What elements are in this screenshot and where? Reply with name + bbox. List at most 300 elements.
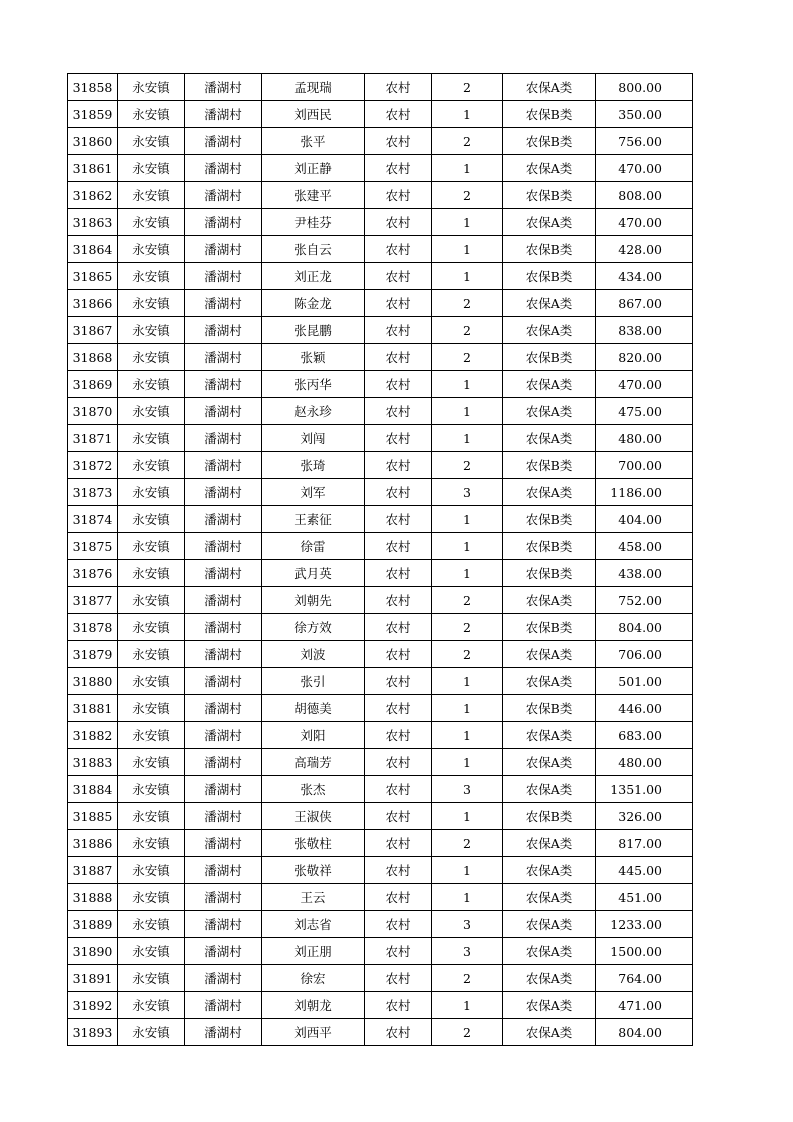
insurance-class-cell: 农保B类 <box>503 452 596 479</box>
table-row <box>68 641 693 668</box>
record-id-cell: 31865 <box>68 263 118 290</box>
household-type-cell: 农村 <box>365 668 432 695</box>
village-cell: 潘湖村 <box>185 1019 262 1046</box>
household-type-cell: 农村 <box>365 317 432 344</box>
person-count-cell: 1 <box>432 236 503 263</box>
amount-cell: 458.00 <box>596 533 693 560</box>
village-cell: 潘湖村 <box>185 668 262 695</box>
record-id-cell: 31870 <box>68 398 118 425</box>
table-row <box>68 236 693 263</box>
amount-cell: 445.00 <box>596 857 693 884</box>
village-cell: 潘湖村 <box>185 938 262 965</box>
town-cell: 永安镇 <box>118 506 185 533</box>
town-cell: 永安镇 <box>118 884 185 911</box>
insurance-class-cell: 农保A类 <box>503 965 596 992</box>
insurance-class-cell: 农保B类 <box>503 128 596 155</box>
household-type-cell: 农村 <box>365 695 432 722</box>
table-row <box>68 803 693 830</box>
household-type-cell: 农村 <box>365 155 432 182</box>
town-cell: 永安镇 <box>118 776 185 803</box>
person-count-cell: 1 <box>432 884 503 911</box>
amount-cell: 475.00 <box>596 398 693 425</box>
town-cell: 永安镇 <box>118 695 185 722</box>
town-cell: 永安镇 <box>118 317 185 344</box>
village-cell: 潘湖村 <box>185 695 262 722</box>
amount-cell: 1186.00 <box>596 479 693 506</box>
person-count-cell: 2 <box>432 641 503 668</box>
town-cell: 永安镇 <box>118 803 185 830</box>
household-type-cell: 农村 <box>365 911 432 938</box>
town-cell: 永安镇 <box>118 614 185 641</box>
amount-cell: 817.00 <box>596 830 693 857</box>
table-row <box>68 533 693 560</box>
person-name-cell: 张颖 <box>262 344 365 371</box>
household-type-cell: 农村 <box>365 830 432 857</box>
village-cell: 潘湖村 <box>185 425 262 452</box>
household-type-cell: 农村 <box>365 587 432 614</box>
amount-cell: 326.00 <box>596 803 693 830</box>
village-cell: 潘湖村 <box>185 182 262 209</box>
roster-table <box>67 73 693 1046</box>
record-id-cell: 31859 <box>68 101 118 128</box>
household-type-cell: 农村 <box>365 209 432 236</box>
village-cell: 潘湖村 <box>185 830 262 857</box>
table-row <box>68 668 693 695</box>
village-cell: 潘湖村 <box>185 317 262 344</box>
record-id-cell: 31872 <box>68 452 118 479</box>
record-id-cell: 31879 <box>68 641 118 668</box>
record-id-cell: 31881 <box>68 695 118 722</box>
insurance-class-cell: 农保A类 <box>503 830 596 857</box>
household-type-cell: 农村 <box>365 290 432 317</box>
person-count-cell: 2 <box>432 830 503 857</box>
person-count-cell: 1 <box>432 425 503 452</box>
table-row <box>68 263 693 290</box>
person-name-cell: 赵永珍 <box>262 398 365 425</box>
village-cell: 潘湖村 <box>185 560 262 587</box>
village-cell: 潘湖村 <box>185 992 262 1019</box>
person-name-cell: 刘军 <box>262 479 365 506</box>
record-id-cell: 31875 <box>68 533 118 560</box>
person-name-cell: 陈金龙 <box>262 290 365 317</box>
record-id-cell: 31861 <box>68 155 118 182</box>
insurance-class-cell: 农保A类 <box>503 74 596 101</box>
village-cell: 潘湖村 <box>185 290 262 317</box>
person-name-cell: 刘朝龙 <box>262 992 365 1019</box>
insurance-class-cell: 农保B类 <box>503 236 596 263</box>
record-id-cell: 31866 <box>68 290 118 317</box>
record-id-cell: 31884 <box>68 776 118 803</box>
insurance-class-cell: 农保A类 <box>503 641 596 668</box>
household-type-cell: 农村 <box>365 614 432 641</box>
town-cell: 永安镇 <box>118 263 185 290</box>
person-name-cell: 张昆鹏 <box>262 317 365 344</box>
table-row <box>68 695 693 722</box>
person-name-cell: 王素征 <box>262 506 365 533</box>
person-count-cell: 1 <box>432 155 503 182</box>
amount-cell: 756.00 <box>596 128 693 155</box>
town-cell: 永安镇 <box>118 965 185 992</box>
person-count-cell: 1 <box>432 803 503 830</box>
insurance-class-cell: 农保A类 <box>503 290 596 317</box>
town-cell: 永安镇 <box>118 1019 185 1046</box>
amount-cell: 764.00 <box>596 965 693 992</box>
insurance-class-cell: 农保B类 <box>503 101 596 128</box>
record-id-cell: 31858 <box>68 74 118 101</box>
village-cell: 潘湖村 <box>185 398 262 425</box>
insurance-class-cell: 农保B类 <box>503 560 596 587</box>
insurance-class-cell: 农保A类 <box>503 398 596 425</box>
table-row <box>68 884 693 911</box>
person-count-cell: 1 <box>432 263 503 290</box>
person-name-cell: 王云 <box>262 884 365 911</box>
person-count-cell: 1 <box>432 695 503 722</box>
household-type-cell: 农村 <box>365 479 432 506</box>
person-count-cell: 1 <box>432 533 503 560</box>
record-id-cell: 31885 <box>68 803 118 830</box>
town-cell: 永安镇 <box>118 857 185 884</box>
insurance-class-cell: 农保A类 <box>503 911 596 938</box>
person-name-cell: 刘正朋 <box>262 938 365 965</box>
record-id-cell: 31890 <box>68 938 118 965</box>
household-type-cell: 农村 <box>365 641 432 668</box>
person-count-cell: 3 <box>432 479 503 506</box>
amount-cell: 480.00 <box>596 425 693 452</box>
amount-cell: 404.00 <box>596 506 693 533</box>
table-row <box>68 506 693 533</box>
amount-cell: 706.00 <box>596 641 693 668</box>
household-type-cell: 农村 <box>365 371 432 398</box>
record-id-cell: 31860 <box>68 128 118 155</box>
town-cell: 永安镇 <box>118 938 185 965</box>
table-row <box>68 128 693 155</box>
amount-cell: 808.00 <box>596 182 693 209</box>
person-name-cell: 孟现瑞 <box>262 74 365 101</box>
record-id-cell: 31882 <box>68 722 118 749</box>
insurance-class-cell: 农保B类 <box>503 344 596 371</box>
village-cell: 潘湖村 <box>185 344 262 371</box>
amount-cell: 480.00 <box>596 749 693 776</box>
table-row <box>68 992 693 1019</box>
person-name-cell: 刘阳 <box>262 722 365 749</box>
village-cell: 潘湖村 <box>185 155 262 182</box>
person-name-cell: 徐雷 <box>262 533 365 560</box>
insurance-class-cell: 农保B类 <box>503 506 596 533</box>
household-type-cell: 农村 <box>365 560 432 587</box>
household-type-cell: 农村 <box>365 506 432 533</box>
table-row <box>68 1019 693 1046</box>
record-id-cell: 31883 <box>68 749 118 776</box>
person-name-cell: 张引 <box>262 668 365 695</box>
household-type-cell: 农村 <box>365 992 432 1019</box>
town-cell: 永安镇 <box>118 911 185 938</box>
insurance-class-cell: 农保B类 <box>503 533 596 560</box>
household-type-cell: 农村 <box>365 722 432 749</box>
town-cell: 永安镇 <box>118 641 185 668</box>
table-row <box>68 965 693 992</box>
person-count-cell: 2 <box>432 182 503 209</box>
person-count-cell: 1 <box>432 857 503 884</box>
insurance-class-cell: 农保A类 <box>503 155 596 182</box>
insurance-class-cell: 农保A类 <box>503 722 596 749</box>
insurance-class-cell: 农保B类 <box>503 695 596 722</box>
village-cell: 潘湖村 <box>185 641 262 668</box>
village-cell: 潘湖村 <box>185 479 262 506</box>
household-type-cell: 农村 <box>365 857 432 884</box>
household-type-cell: 农村 <box>365 128 432 155</box>
table-row <box>68 830 693 857</box>
person-count-cell: 2 <box>432 452 503 479</box>
table-row <box>68 398 693 425</box>
insurance-class-cell: 农保A类 <box>503 587 596 614</box>
table-row <box>68 452 693 479</box>
amount-cell: 1500.00 <box>596 938 693 965</box>
town-cell: 永安镇 <box>118 425 185 452</box>
amount-cell: 434.00 <box>596 263 693 290</box>
village-cell: 潘湖村 <box>185 506 262 533</box>
insurance-class-cell: 农保A类 <box>503 749 596 776</box>
person-name-cell: 徐方效 <box>262 614 365 641</box>
person-count-cell: 3 <box>432 938 503 965</box>
record-id-cell: 31871 <box>68 425 118 452</box>
town-cell: 永安镇 <box>118 560 185 587</box>
person-count-cell: 3 <box>432 776 503 803</box>
person-count-cell: 2 <box>432 317 503 344</box>
town-cell: 永安镇 <box>118 290 185 317</box>
village-cell: 潘湖村 <box>185 722 262 749</box>
household-type-cell: 农村 <box>365 344 432 371</box>
person-name-cell: 刘志省 <box>262 911 365 938</box>
table-row <box>68 479 693 506</box>
town-cell: 永安镇 <box>118 155 185 182</box>
town-cell: 永安镇 <box>118 587 185 614</box>
insurance-class-cell: 农保B类 <box>503 182 596 209</box>
town-cell: 永安镇 <box>118 344 185 371</box>
amount-cell: 471.00 <box>596 992 693 1019</box>
amount-cell: 752.00 <box>596 587 693 614</box>
village-cell: 潘湖村 <box>185 533 262 560</box>
amount-cell: 428.00 <box>596 236 693 263</box>
amount-cell: 451.00 <box>596 884 693 911</box>
amount-cell: 1233.00 <box>596 911 693 938</box>
town-cell: 永安镇 <box>118 830 185 857</box>
record-id-cell: 31869 <box>68 371 118 398</box>
table-row <box>68 209 693 236</box>
record-id-cell: 31888 <box>68 884 118 911</box>
person-name-cell: 张琦 <box>262 452 365 479</box>
household-type-cell: 农村 <box>365 425 432 452</box>
insurance-class-cell: 农保B类 <box>503 614 596 641</box>
record-id-cell: 31864 <box>68 236 118 263</box>
record-id-cell: 31877 <box>68 587 118 614</box>
village-cell: 潘湖村 <box>185 371 262 398</box>
table-row <box>68 155 693 182</box>
insurance-class-cell: 农保B类 <box>503 803 596 830</box>
record-id-cell: 31889 <box>68 911 118 938</box>
amount-cell: 700.00 <box>596 452 693 479</box>
person-count-cell: 1 <box>432 506 503 533</box>
household-type-cell: 农村 <box>365 101 432 128</box>
amount-cell: 804.00 <box>596 614 693 641</box>
village-cell: 潘湖村 <box>185 884 262 911</box>
table-row <box>68 857 693 884</box>
town-cell: 永安镇 <box>118 452 185 479</box>
town-cell: 永安镇 <box>118 74 185 101</box>
insurance-class-cell: 农保A类 <box>503 776 596 803</box>
record-id-cell: 31873 <box>68 479 118 506</box>
town-cell: 永安镇 <box>118 398 185 425</box>
person-name-cell: 刘西民 <box>262 101 365 128</box>
town-cell: 永安镇 <box>118 479 185 506</box>
person-name-cell: 张丙华 <box>262 371 365 398</box>
person-name-cell: 刘波 <box>262 641 365 668</box>
roster-body <box>68 74 693 1046</box>
household-type-cell: 农村 <box>365 236 432 263</box>
table-row <box>68 344 693 371</box>
person-count-cell: 2 <box>432 587 503 614</box>
town-cell: 永安镇 <box>118 128 185 155</box>
person-name-cell: 张敬柱 <box>262 830 365 857</box>
household-type-cell: 农村 <box>365 263 432 290</box>
village-cell: 潘湖村 <box>185 857 262 884</box>
person-name-cell: 张自云 <box>262 236 365 263</box>
household-type-cell: 农村 <box>365 182 432 209</box>
village-cell: 潘湖村 <box>185 74 262 101</box>
amount-cell: 683.00 <box>596 722 693 749</box>
amount-cell: 350.00 <box>596 101 693 128</box>
person-name-cell: 尹桂芬 <box>262 209 365 236</box>
insurance-class-cell: 农保A类 <box>503 884 596 911</box>
person-count-cell: 1 <box>432 101 503 128</box>
village-cell: 潘湖村 <box>185 236 262 263</box>
village-cell: 潘湖村 <box>185 776 262 803</box>
town-cell: 永安镇 <box>118 236 185 263</box>
person-count-cell: 2 <box>432 290 503 317</box>
amount-cell: 804.00 <box>596 1019 693 1046</box>
village-cell: 潘湖村 <box>185 263 262 290</box>
person-count-cell: 1 <box>432 398 503 425</box>
person-name-cell: 高瑞芳 <box>262 749 365 776</box>
village-cell: 潘湖村 <box>185 614 262 641</box>
person-count-cell: 2 <box>432 614 503 641</box>
insurance-class-cell: 农保A类 <box>503 371 596 398</box>
amount-cell: 838.00 <box>596 317 693 344</box>
record-id-cell: 31863 <box>68 209 118 236</box>
person-name-cell: 张建平 <box>262 182 365 209</box>
insurance-class-cell: 农保A类 <box>503 992 596 1019</box>
insurance-class-cell: 农保B类 <box>503 263 596 290</box>
record-id-cell: 31878 <box>68 614 118 641</box>
amount-cell: 470.00 <box>596 209 693 236</box>
table-row <box>68 317 693 344</box>
insurance-class-cell: 农保A类 <box>503 425 596 452</box>
town-cell: 永安镇 <box>118 371 185 398</box>
village-cell: 潘湖村 <box>185 587 262 614</box>
table-row <box>68 749 693 776</box>
person-count-cell: 1 <box>432 371 503 398</box>
person-name-cell: 徐宏 <box>262 965 365 992</box>
village-cell: 潘湖村 <box>185 101 262 128</box>
household-type-cell: 农村 <box>365 965 432 992</box>
table-row <box>68 182 693 209</box>
village-cell: 潘湖村 <box>185 749 262 776</box>
insurance-class-cell: 农保A类 <box>503 317 596 344</box>
amount-cell: 438.00 <box>596 560 693 587</box>
household-type-cell: 农村 <box>365 776 432 803</box>
person-count-cell: 1 <box>432 722 503 749</box>
amount-cell: 446.00 <box>596 695 693 722</box>
person-count-cell: 1 <box>432 992 503 1019</box>
table-row <box>68 101 693 128</box>
person-name-cell: 刘闯 <box>262 425 365 452</box>
person-count-cell: 1 <box>432 560 503 587</box>
town-cell: 永安镇 <box>118 533 185 560</box>
household-type-cell: 农村 <box>365 803 432 830</box>
amount-cell: 501.00 <box>596 668 693 695</box>
household-type-cell: 农村 <box>365 938 432 965</box>
person-count-cell: 2 <box>432 74 503 101</box>
person-count-cell: 2 <box>432 128 503 155</box>
village-cell: 潘湖村 <box>185 911 262 938</box>
table-row <box>68 371 693 398</box>
person-name-cell: 张杰 <box>262 776 365 803</box>
household-type-cell: 农村 <box>365 884 432 911</box>
insurance-class-cell: 农保A类 <box>503 209 596 236</box>
town-cell: 永安镇 <box>118 101 185 128</box>
insurance-class-cell: 农保A类 <box>503 857 596 884</box>
person-name-cell: 张敬祥 <box>262 857 365 884</box>
person-count-cell: 2 <box>432 965 503 992</box>
household-type-cell: 农村 <box>365 749 432 776</box>
household-type-cell: 农村 <box>365 74 432 101</box>
amount-cell: 800.00 <box>596 74 693 101</box>
table-row <box>68 560 693 587</box>
insurance-class-cell: 农保A类 <box>503 668 596 695</box>
person-name-cell: 张平 <box>262 128 365 155</box>
record-id-cell: 31887 <box>68 857 118 884</box>
town-cell: 永安镇 <box>118 749 185 776</box>
town-cell: 永安镇 <box>118 668 185 695</box>
roster-sheet <box>67 73 692 1046</box>
person-name-cell: 刘朝先 <box>262 587 365 614</box>
person-name-cell: 王淑侠 <box>262 803 365 830</box>
household-type-cell: 农村 <box>365 398 432 425</box>
town-cell: 永安镇 <box>118 182 185 209</box>
amount-cell: 820.00 <box>596 344 693 371</box>
person-name-cell: 刘正龙 <box>262 263 365 290</box>
town-cell: 永安镇 <box>118 722 185 749</box>
table-row <box>68 425 693 452</box>
amount-cell: 1351.00 <box>596 776 693 803</box>
amount-cell: 867.00 <box>596 290 693 317</box>
village-cell: 潘湖村 <box>185 128 262 155</box>
record-id-cell: 31868 <box>68 344 118 371</box>
person-name-cell: 刘西平 <box>262 1019 365 1046</box>
table-row <box>68 911 693 938</box>
person-name-cell: 武月英 <box>262 560 365 587</box>
record-id-cell: 31874 <box>68 506 118 533</box>
person-name-cell: 胡德美 <box>262 695 365 722</box>
village-cell: 潘湖村 <box>185 803 262 830</box>
person-count-cell: 1 <box>432 209 503 236</box>
town-cell: 永安镇 <box>118 992 185 1019</box>
record-id-cell: 31893 <box>68 1019 118 1046</box>
amount-cell: 470.00 <box>596 155 693 182</box>
table-row <box>68 587 693 614</box>
person-count-cell: 1 <box>432 749 503 776</box>
household-type-cell: 农村 <box>365 452 432 479</box>
insurance-class-cell: 农保A类 <box>503 938 596 965</box>
